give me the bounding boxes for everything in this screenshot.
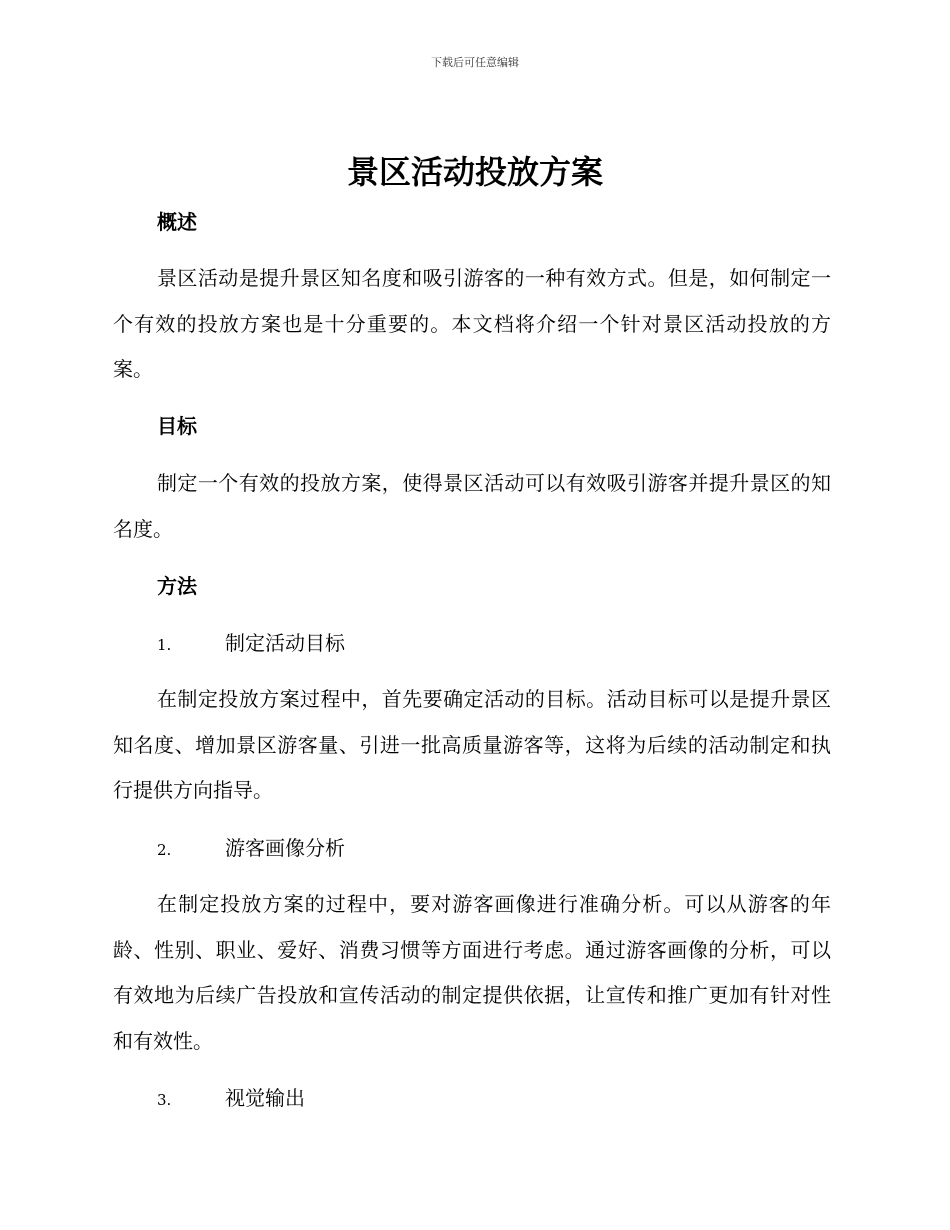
list-label: 游客画像分析 <box>225 836 345 860</box>
method-item-1 <box>157 629 345 659</box>
method-item-3 <box>157 1084 305 1114</box>
document-title: 景区活动投放方案 <box>346 153 603 191</box>
section-heading-overview: 概述 <box>157 210 197 234</box>
section-heading-goal: 目标 <box>157 414 197 438</box>
list-number: 3. <box>157 1091 172 1109</box>
header-note: 下载后可任意编辑 <box>431 56 519 69</box>
method-item-2-paragraph: 在制定投放方案的过程中，要对游客画像进行准确分析。可以从游客的年龄、性别、职业、爱好、消费习惯等方面进行考虑。通过游客画像的分析，可以有效地为后续广告投放和宣传活动的制定提供依据，让宣传和推广更加有针对性和有效性。 <box>113 892 831 1053</box>
section-heading-method: 方法 <box>157 574 197 598</box>
list-label: 制定活动目标 <box>225 631 345 655</box>
list-label: 视觉输出 <box>225 1086 305 1110</box>
overview-paragraph: 景区活动是提升景区知名度和吸引游客的一种有效方式。但是，如何制定一个有效的投放方案也是十分重要的。本文档将介绍一个针对景区活动投放的方案。 <box>113 266 831 381</box>
method-item-2 <box>157 834 345 864</box>
goal-paragraph: 制定一个有效的投放方案，使得景区活动可以有效吸引游客并提升景区的知名度。 <box>113 471 831 541</box>
method-item-1-paragraph: 在制定投放方案过程中，首先要确定活动的目标。活动目标可以是提升景区知名度、增加景区游客量、引进一批高质量游客等，这将为后续的活动制定和执行提供方向指导。 <box>113 687 831 802</box>
list-number: 2. <box>157 841 172 859</box>
list-number: 1. <box>157 636 172 654</box>
